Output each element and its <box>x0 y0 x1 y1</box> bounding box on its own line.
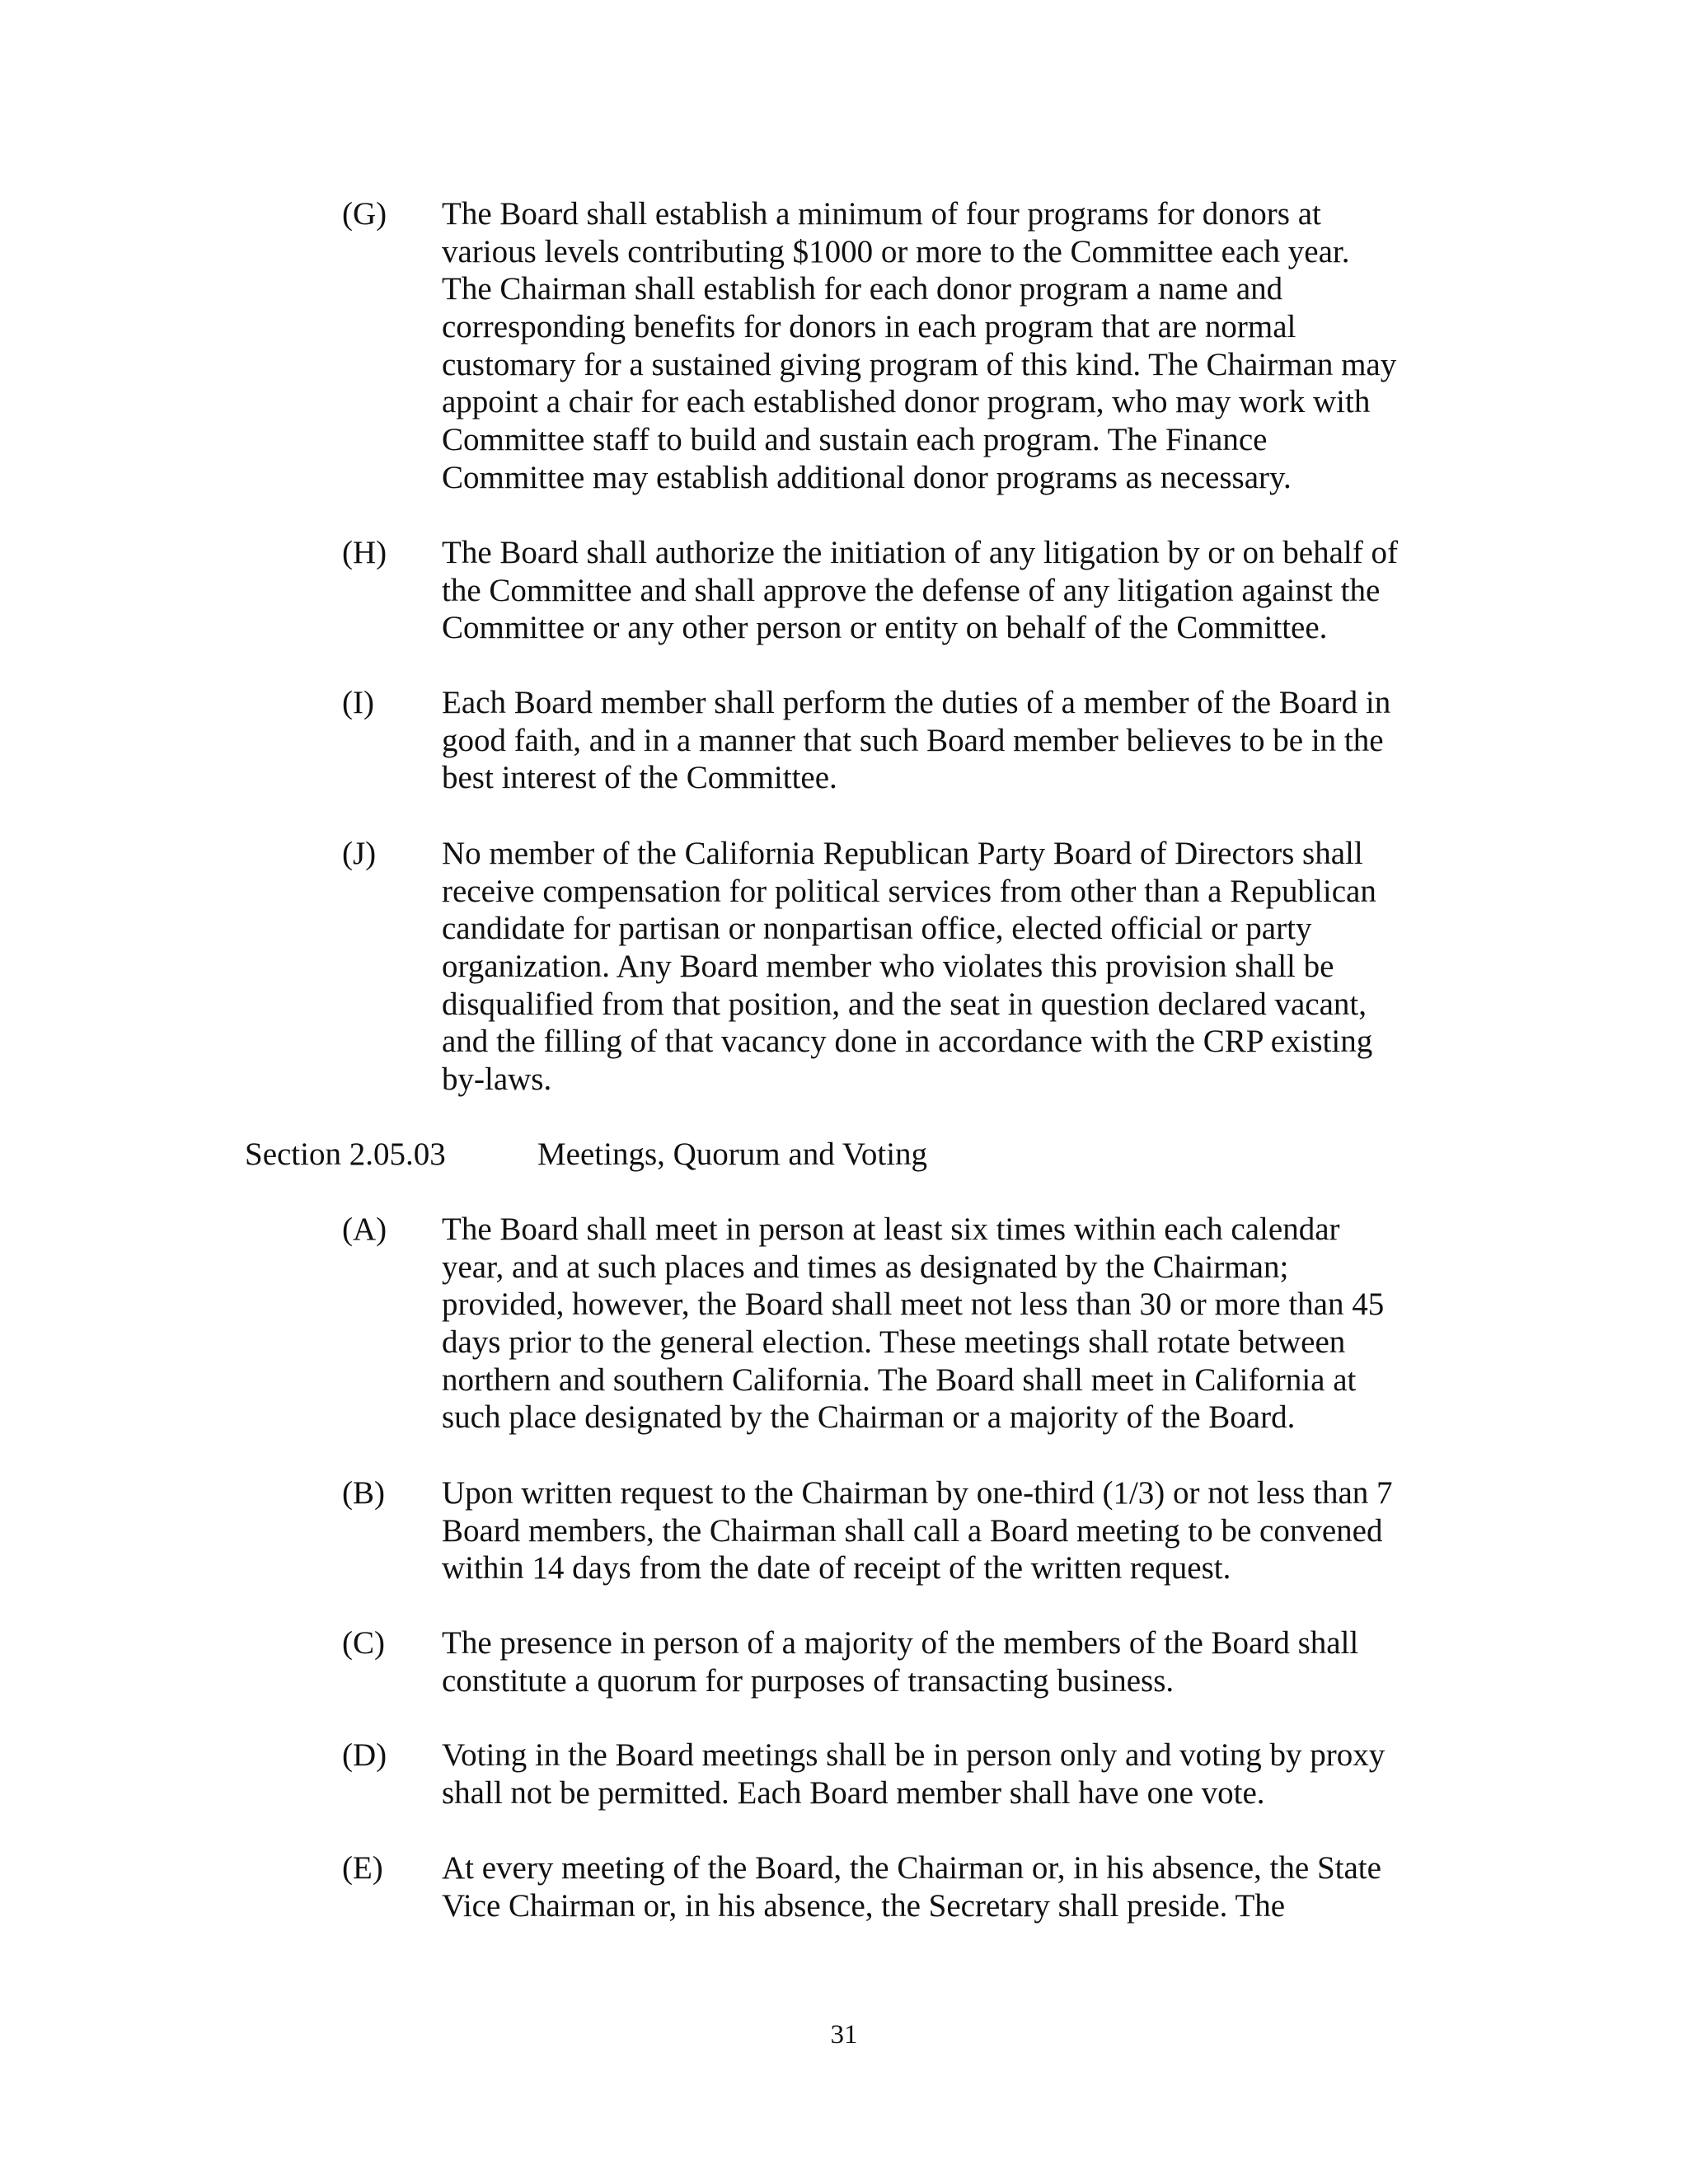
paragraph-body <box>442 534 1455 647</box>
text-line: No member of the California Republican Party Board of Directors shall <box>442 836 1363 871</box>
text-line: shall not be permitted. Each Board member shall have one vote. <box>442 1774 1265 1811</box>
paragraph-body <box>442 1736 1455 1811</box>
text-line: The Board shall meet in person at least six times within each calendar <box>442 1212 1340 1247</box>
paragraph-label: (J) <box>342 836 377 871</box>
text-line: Committee or any other person or entity on behalf of the Committee. <box>442 610 1328 646</box>
text-line: northern and southern California. The Board shall meet in California at <box>442 1361 1357 1398</box>
text-line: organization. Any Board member who violates this provision shall be <box>442 949 1334 985</box>
text-line: best interest of the Committee. <box>442 760 837 796</box>
text-line: days prior to the general election. These meetings shall rotate between <box>442 1324 1346 1361</box>
text-line: Committee may establish additional donor programs as necessary. <box>442 459 1292 495</box>
text-line: provided, however, the Board shall meet not less than 30 or more than 45 <box>442 1286 1385 1323</box>
text-line: disqualified from that position, and the seat in question declared vacant, <box>442 986 1367 1022</box>
paragraph-label: (D) <box>342 1737 387 1773</box>
text-line: The Board shall authorize the initiation of any litigation by or on behalf of <box>442 535 1398 570</box>
paragraph-label: (B) <box>342 1475 385 1511</box>
text-line: constitute a quorum for purposes of transacting business. <box>442 1662 1175 1699</box>
text-line: corresponding benefits for donors in each program that are normal <box>442 309 1296 345</box>
page-number: 31 <box>830 2020 858 2050</box>
paragraph-body <box>442 1211 1455 1436</box>
text-line: the Committee and shall approve the defense of any litigation against the <box>442 572 1381 608</box>
text-line: Committee staff to build and sustain each program. The Finance <box>442 422 1268 458</box>
text-line: receive compensation for political services from other than a Republican <box>442 873 1376 909</box>
section-number: Section 2.05.03 <box>245 1137 446 1172</box>
text-line: customary for a sustained giving program of this kind. The Chairman may <box>442 346 1397 382</box>
paragraph-label: (E) <box>342 1850 383 1886</box>
text-line: Upon written request to the Chairman by one-third (1/3) or not less than 7 <box>442 1475 1393 1511</box>
text-line: Vice Chairman or, in his absence, the Secretary shall preside. The <box>442 1887 1286 1924</box>
text-line: The Board shall establish a minimum of four programs for donors at <box>442 196 1321 232</box>
paragraph-label: (I) <box>342 685 374 720</box>
paragraph-body <box>442 1474 1455 1587</box>
text-line: by-laws. <box>442 1062 552 1098</box>
text-line: within 14 days from the date of receipt of the written request. <box>442 1550 1231 1586</box>
paragraph-label: (G) <box>342 196 387 232</box>
paragraph-body <box>442 835 1455 1099</box>
text-line: At every meeting of the Board, the Chairman or, in his absence, the State <box>442 1850 1381 1886</box>
text-line: Board members, the Chairman shall call a Board meeting to be convened <box>442 1512 1383 1549</box>
text-line: year, and at such places and times as designated by the Chairman; <box>442 1249 1289 1285</box>
text-line: appoint a chair for each established donor program, who may work with <box>442 384 1371 420</box>
paragraph-body <box>442 1624 1455 1699</box>
paragraph-label: (H) <box>342 535 387 570</box>
text-line: various levels contributing $1000 or more to the Committee each year. <box>442 233 1350 269</box>
section-title: Meetings, Quorum and Voting <box>537 1137 928 1172</box>
paragraph-label: (C) <box>342 1625 385 1661</box>
text-line: good faith, and in a manner that such Board member believes to be in the <box>442 722 1384 758</box>
paragraph-body <box>442 195 1455 497</box>
text-line: Voting in the Board meetings shall be in person only and voting by proxy <box>442 1737 1386 1773</box>
paragraph-label: (A) <box>342 1212 387 1247</box>
text-line: candidate for partisan or nonpartisan office, elected official or party <box>442 911 1312 947</box>
paragraph-body <box>442 1849 1455 1924</box>
text-line: The presence in person of a majority of the members of the Board shall <box>442 1625 1359 1661</box>
text-line: and the filling of that vacancy done in accordance with the CRP existing <box>442 1024 1373 1060</box>
text-line: The Chairman shall establish for each donor program a name and <box>442 271 1283 307</box>
text-line: such place designated by the Chairman or a majority of the Board. <box>442 1399 1296 1436</box>
paragraph-body <box>442 684 1455 797</box>
text-line: Each Board member shall perform the duties of a member of the Board in <box>442 685 1391 720</box>
